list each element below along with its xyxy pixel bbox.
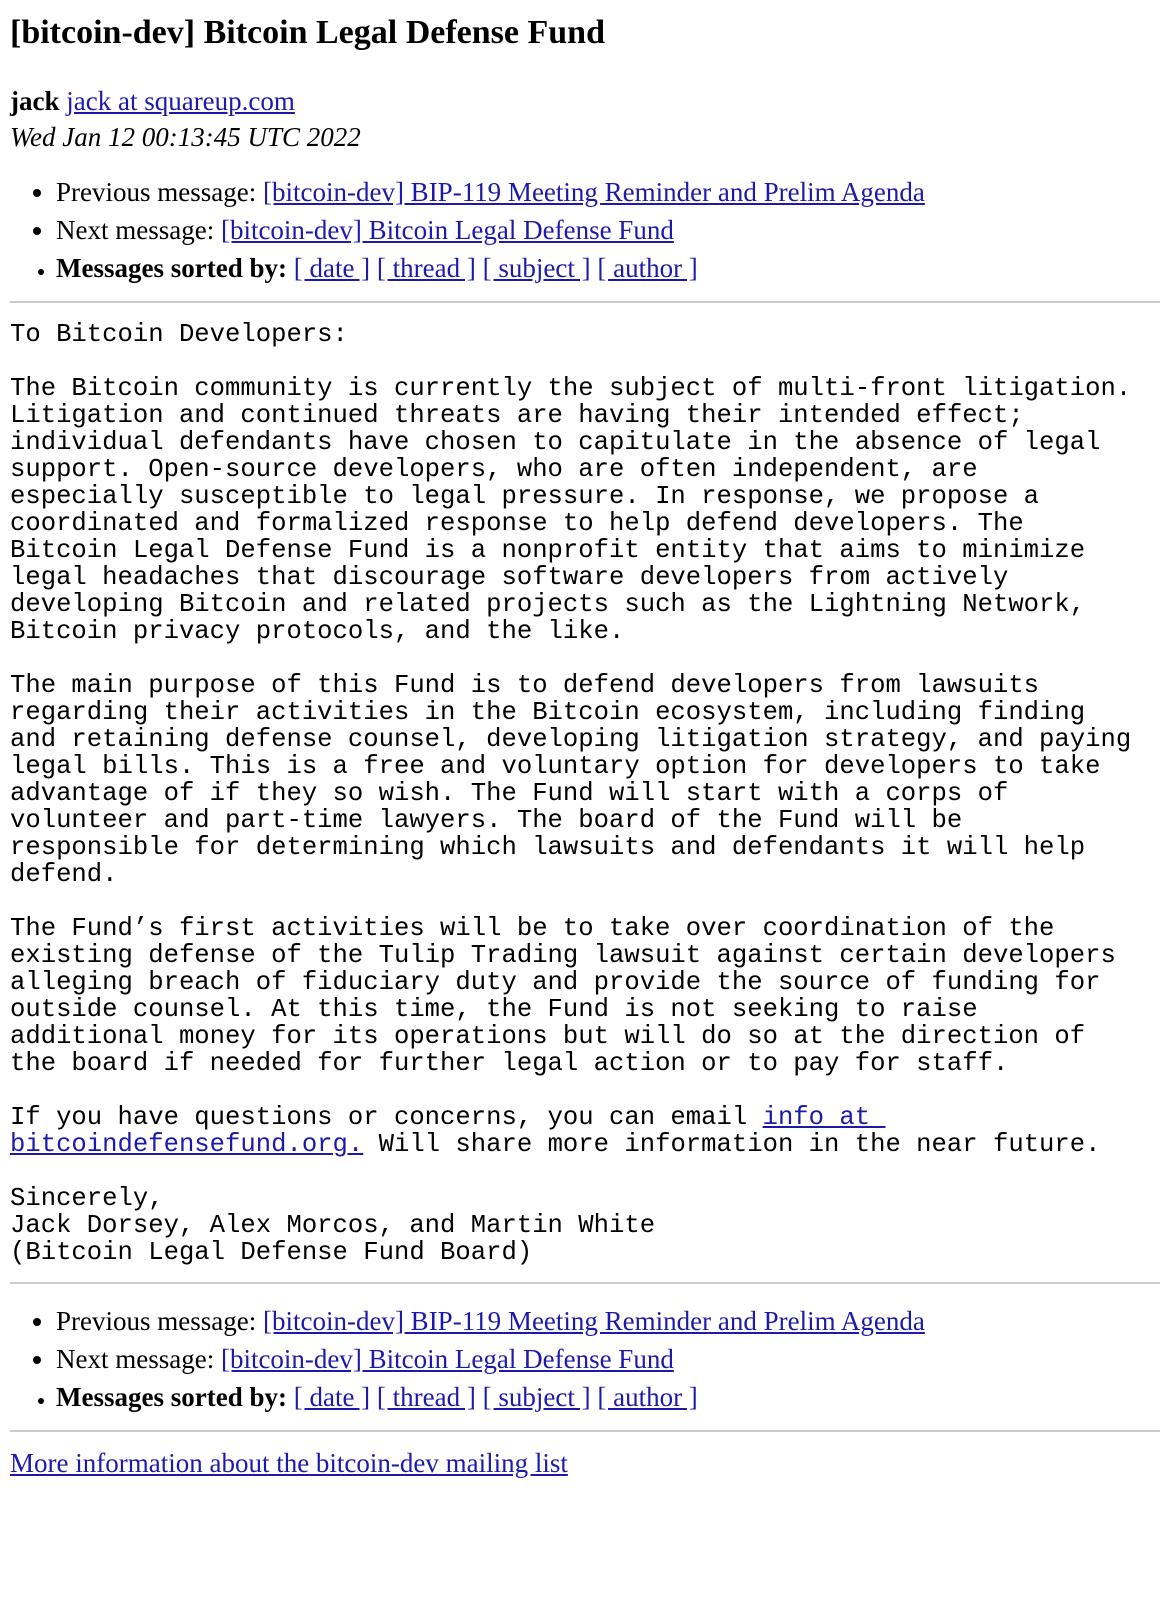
next-message-link[interactable]: [bitcoin-dev] Bitcoin Legal Defense Fund — [220, 215, 674, 245]
paragraph-2: The main purpose of this Fund is to defend developers from lawsuits regarding their activities in the Bitcoin ecosystem, including finding and retaining defense counsel, developing litigation strategy, and paying legal bills. This is a free and voluntary option for developers to take advantage of if they so wish. The Fund will start with a corps of volunteer and part-time lawyers. The board of the Fund will be responsible for determining which lawsuits and defendants it will help defend. — [10, 671, 1132, 889]
previous-label: Previous message: — [56, 1306, 263, 1336]
signoff: Sincerely, Jack Dorsey, Alex Morcos, and Martin White (Bitcoin Legal Defense Fund Board) — [10, 1184, 656, 1267]
sort-by-author-link[interactable]: [ author ] — [597, 253, 698, 283]
sort-by-subject-link[interactable]: [ subject ] — [482, 1382, 591, 1412]
author-name: jack — [10, 86, 60, 116]
sort-by-author-link[interactable]: [ author ] — [597, 1382, 698, 1412]
paragraph-1: The Bitcoin community is currently the subject of multi-front litigation. Litigation and continued threats are having their intended effect; individual defendants have chosen to capitulate in the absence of legal support. Open-source developers, who are often independent, are especially susceptible to legal pressure. In response, we propose a coordinated and formalized response to help defend developers. The Bitcoin Legal Defense Fund is a nonprofit entity that aims to minimize legal headaches that discourage software developers from actively developing Bitcoin and related projects such as the Lightning Network, Bitcoin privacy protocols, and the like. — [10, 374, 1132, 646]
paragraph-4-end: Will share more information in the near future. — [378, 1130, 1101, 1159]
sort-by-subject-link[interactable]: [ subject ] — [482, 253, 591, 283]
previous-message-item — [56, 1302, 1160, 1340]
mailing-list-info-link[interactable]: More information about the bitcoin-dev mailing list — [10, 1448, 568, 1478]
sort-by-date-link[interactable]: [ date ] — [293, 253, 371, 283]
next-label: Next message: — [56, 1344, 221, 1374]
author-email-link[interactable]: jack at squareup.com — [66, 86, 295, 116]
previous-label: Previous message: — [56, 177, 263, 207]
next-label: Next message: — [56, 215, 221, 245]
divider — [10, 1282, 1160, 1284]
previous-message-link[interactable]: [bitcoin-dev] BIP-119 Meeting Reminder and Prelim Agenda — [262, 177, 925, 207]
sort-by-thread-link[interactable]: [ thread ] — [376, 253, 476, 283]
message-body — [10, 321, 1160, 1266]
top-navigation — [10, 173, 1160, 287]
page-title: [bitcoin-dev] Bitcoin Legal Defense Fund — [10, 14, 605, 51]
sort-by-date-link[interactable]: [ date ] — [293, 1382, 371, 1412]
author-line — [10, 83, 1160, 119]
sort-by-thread-link[interactable]: [ thread ] — [376, 1382, 476, 1412]
paragraph-3: The Fund’s first activities will be to take over coordination of the existing defense of the Tulip Trading lawsuit against certain developers alleging breach of fiduciary duty and provide the source of funding for outside counsel. At this time, the Fund is not seeking to raise additional money for its operations but will do so at the direction of the board if needed for further legal action or to pay for staff. — [10, 914, 1116, 1078]
divider — [10, 1430, 1160, 1432]
sort-item — [56, 249, 1160, 287]
next-message-item — [56, 211, 1160, 249]
sorted-by-label: Messages sorted by: — [56, 1382, 287, 1412]
message-date: Wed Jan 12 00:13:45 UTC 2022 — [10, 122, 361, 152]
paragraph-4-start: If you have questions or concerns, you can email — [10, 1103, 763, 1132]
next-message-item — [56, 1340, 1160, 1378]
contact-email-link[interactable]: info at bitcoindefensefund.org. — [10, 1103, 871, 1159]
sorted-by-label: Messages sorted by: — [56, 253, 287, 283]
greeting: To Bitcoin Developers: — [10, 320, 348, 349]
next-message-link[interactable]: [bitcoin-dev] Bitcoin Legal Defense Fund — [220, 1344, 674, 1374]
sort-item — [56, 1378, 1160, 1416]
bottom-navigation — [10, 1302, 1160, 1416]
more-info — [10, 1444, 1160, 1482]
previous-message-link[interactable]: [bitcoin-dev] BIP-119 Meeting Reminder and Prelim Agenda — [262, 1306, 925, 1336]
previous-message-item — [56, 173, 1160, 211]
divider — [10, 301, 1160, 303]
